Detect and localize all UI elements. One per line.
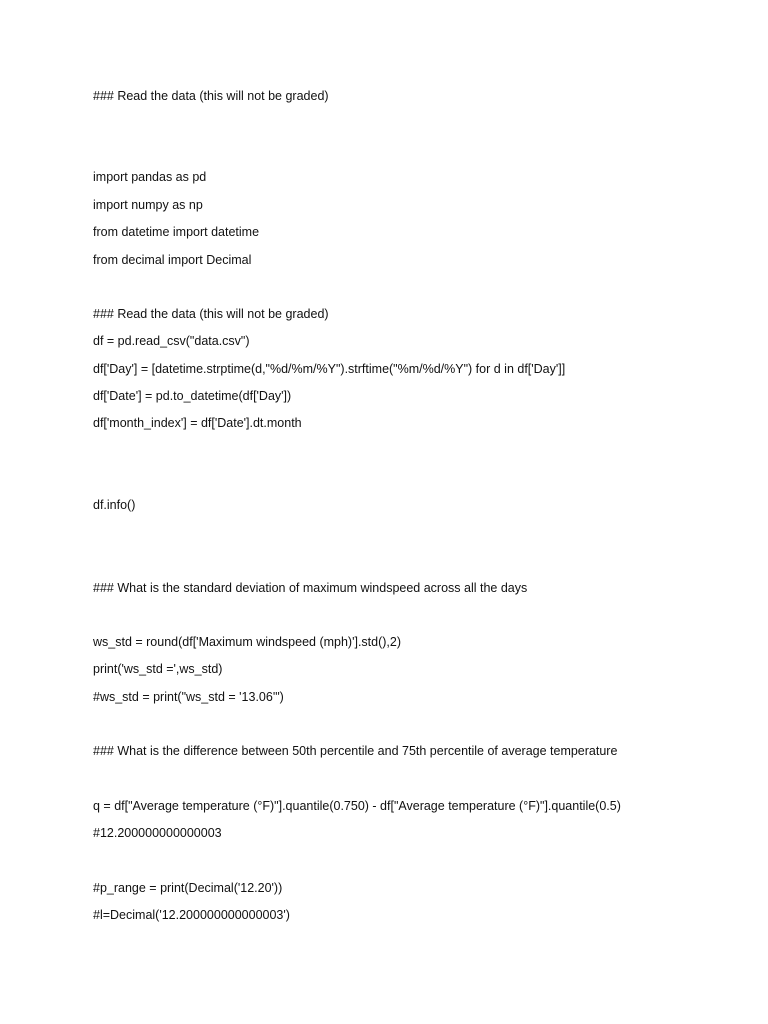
code-quantile-difference: q = df["Average temperature (°F)"].quantile(0.750) - df["Average temperature (°F)"].quantile(0.5) bbox=[93, 799, 621, 813]
comment-ws-std-result: #ws_std = print("ws_std = '13.06'") bbox=[93, 690, 284, 704]
code-print-ws-std: print('ws_std =',ws_std) bbox=[93, 662, 223, 676]
comment-quantile-result: #12.200000000000003 bbox=[93, 826, 222, 840]
comment-decimal-value: #l=Decimal('12.200000000000003') bbox=[93, 908, 290, 922]
code-df-info: df.info() bbox=[93, 498, 136, 512]
code-month-index: df['month_index'] = df['Date'].dt.month bbox=[93, 416, 302, 430]
comment-p-range: #p_range = print(Decimal('12.20')) bbox=[93, 881, 283, 895]
code-date-conversion: df['Date'] = pd.to_datetime(df['Day']) bbox=[93, 389, 292, 403]
heading-read-data-2: ### Read the data (this will not be graded) bbox=[93, 307, 329, 321]
code-day-conversion: df['Day'] = [datetime.strptime(d,"%d/%m/%Y").strftime("%m/%d/%Y") for d in df['Day']] bbox=[93, 362, 566, 376]
heading-windspeed-question: ### What is the standard deviation of maximum windspeed across all the days bbox=[93, 581, 528, 595]
heading-percentile-question: ### What is the difference between 50th percentile and 75th percentile of average temperature bbox=[93, 744, 618, 758]
code-read-csv: df = pd.read_csv("data.csv") bbox=[93, 334, 250, 348]
code-ws-std: ws_std = round(df['Maximum windspeed (mph)'].std(),2) bbox=[93, 635, 402, 649]
heading-read-data-1: ### Read the data (this will not be graded) bbox=[93, 89, 329, 103]
code-import-pandas: import pandas as pd bbox=[93, 170, 207, 184]
code-import-numpy: import numpy as np bbox=[93, 198, 203, 212]
code-import-decimal: from decimal import Decimal bbox=[93, 253, 252, 267]
code-import-datetime: from datetime import datetime bbox=[93, 225, 260, 239]
